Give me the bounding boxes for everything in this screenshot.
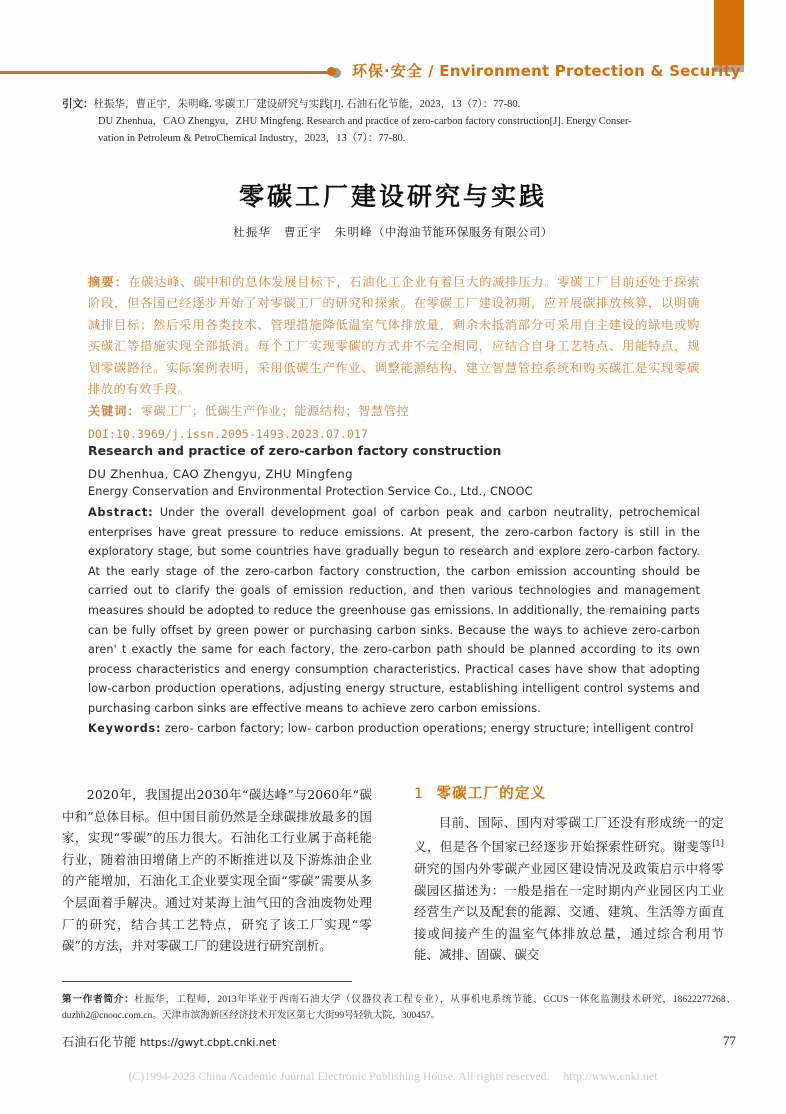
article-affiliation-en: Energy Conservation and Environmental Protection Service Co., Ltd., CNOOC: [88, 485, 533, 498]
page-footer: [62, 1033, 736, 1053]
abstract-cn: [88, 272, 700, 400]
keywords-cn-label: 关键词：: [88, 404, 141, 419]
section-header-title: [352, 60, 741, 81]
copyright-url: http://www.cnki.net: [563, 1070, 658, 1083]
reference-marker: [1]: [712, 839, 724, 849]
section-header-en: Environment Protection & Security: [439, 62, 741, 80]
section-header-separator: /: [428, 62, 434, 80]
body-columns: [62, 784, 734, 966]
section-header: [0, 60, 786, 90]
body-paragraph-definition-b: 研究的国内外零碳产业园区建设情况及政策启示中将零碳园区描述为：一般是指在一定时期内产业园区内工业经营生产以及配套的能源、交通、建筑、生活等方面直接或间接产生的温室气体排放总量，通过综合利用节能、减排、固碳、碳交: [414, 860, 724, 963]
header-rule: [0, 71, 334, 74]
header-dot-icon: [327, 67, 336, 76]
journal-name-cn: 石油石化节能: [62, 1035, 137, 1049]
section-header-cn: 环保·安全: [352, 62, 423, 80]
abstract-en-label: Abstract:: [88, 506, 154, 519]
abstract-en-text: Under the overall development goal of carbon peak and carbon neutrality, petrochemical enterprises have great pressure to reduce emissions. At present, the zero-carbon factory is still in the exploratory stage, but some countries have gradually begun to research and explore zero-carbon factory. At the early stage of the zero-carbon factory construction, the carbon emission accounting should be carried out to clarify the goals of emission reduction, and then various technologies and management measures should be adopted to reduce the greenhouse gas emissions. In additionally, the remaining parts can be fully offset by green power or purchasing carbon sinks. Because the ways to achieve zero-carbon aren' t exactly the same for each factory, the zero-carbon path should be planned according to its own process characteristics and energy consumption characteristics. Practical cases have show that adopting low-carbon production operations, adjusting energy structure, establishing intelligent control systems and purchasing carbon sinks are effective means to achieve zero carbon emissions.: [88, 506, 700, 715]
section-heading-1: [414, 784, 724, 806]
article-authors-cn: [0, 224, 786, 240]
copyright-text: (C)1994-2023 China Academic Journal Electronic Publishing House. All rights reserved.: [128, 1070, 550, 1083]
body-column-right: [414, 784, 724, 966]
footnote-text: 杜振华，工程师，2013年毕业于西南石油大学（仪器仪表工程专业），从事机电系统节能、CCUS一体化监测技术研究，18622277268、duzhh2@cnooc.com.cn。天津市滨海新区经济技术开发区第七大街99号轻轨大院，300457。: [62, 994, 736, 1021]
authors-affiliation-cn: （中海油节能环保服务有限公司）: [372, 227, 553, 239]
citation-label: 引文：: [62, 99, 94, 110]
article-title-cn: 零碳工厂建设研究与实践: [238, 182, 547, 211]
abstract-cn-label: 摘要：: [88, 275, 129, 289]
english-block: [88, 443, 700, 738]
citation-line-cn: [62, 96, 734, 113]
section-heading-title: 零碳工厂的定义: [436, 786, 547, 802]
abstract-cn-block: [88, 272, 700, 445]
page-number: 77: [723, 1033, 736, 1048]
keywords-cn: [88, 401, 700, 422]
journal-footer: [62, 1033, 276, 1050]
citation-line-en-2: vation in Petroleum & PetroChemical Industry，2023，13（7）：77-80.: [98, 133, 406, 144]
keywords-en-label: Keywords:: [88, 721, 162, 735]
article-title-en: Research and practice of zero-carbon factory construction: [88, 443, 502, 458]
citation-text-cn: 杜振华，曹正宇，朱明峰. 零碳工厂建设研究与实践[J]. 石油石化节能，2023，13（7）：77-80.: [93, 99, 521, 110]
citation-block: [62, 96, 734, 147]
body-paragraph-definition-a: 目前、国际、国内对零碳工厂还没有形成统一的定义，但是各个国家已经逐步开始探索性研究。谢斐等: [414, 814, 724, 855]
corner-accent-bar: [714, 0, 744, 65]
body-paragraph-intro: 2020年，我国提出2030年“碳达峰”与2060年“碳中和”总体目标。但中国目前仍然是全球碳排放最多的国家，实现“零碳”的压力很大。石油化工行业属于高耗能行业，随着油田增储上产的不断推进以及下游炼油企业的产能增加，石油化工企业要实现全面“零碳”需要从多个层面着手解决。通过对某海上油气田的含油废物处理厂的研究，结合其工艺特点，研究了该工厂实现“零碳”的方法，并对零碳工厂的建设进行研究剖析。: [62, 787, 372, 954]
body-paragraph-definition: [414, 812, 724, 966]
keywords-en-text: zero- carbon factory; low- carbon production operations; energy structure; intelligent control: [161, 721, 694, 735]
section-heading-number: 1: [414, 786, 425, 802]
keywords-cn-text: 零碳工厂；低碳生产作业；能源结构；智慧管控: [140, 404, 410, 419]
doi-text: DOI:10.3969/j.issn.2095-1493.2023.07.017: [88, 427, 369, 441]
article-authors-en: DU Zhenhua, CAO Zhengyu, ZHU Mingfeng: [88, 467, 353, 481]
citation-line-en-1: DU Zhenhua，CAO Zhengyu，ZHU Mingfeng. Research and practice of zero-carbon factory construction[J]. Energy Conser-: [98, 116, 632, 127]
footnote-block: [62, 992, 736, 1024]
footnote-label: 第一作者简介：: [62, 994, 135, 1005]
body-column-left: [62, 784, 372, 957]
footnote-divider: [62, 981, 352, 982]
copyright-watermark: [0, 1070, 786, 1083]
abstract-en: [88, 503, 700, 719]
abstract-cn-text: 在碳达峰、碳中和的总体发展目标下，石油化工企业有着巨大的减排压力。零碳工厂目前还处于探索阶段，但各国已经逐步开始了对零碳工厂的研究和探索。在零碳工厂建设初期，应开展碳排放核算，以明确减排目标；然后采用各类技术、管理措施降低温室气体排放量，剩余未抵消部分可采用自主建设的绿电或购买碳汇等措施实现全部抵消。每个工厂实现零碳的方式并不完全相同，应结合自身工艺特点、用能特点，规划零碳路径。实际案例表明，采用低碳生产作业、调整能源结构、建立智慧管控系统和购买碳汇是实现零碳排放的有效手段。: [88, 275, 700, 397]
keywords-en: [88, 719, 700, 739]
authors-names-cn: 杜振华 曹正宇 朱明峰: [233, 227, 373, 239]
journal-url[interactable]: https://gwyt.cbpt.cnki.net: [139, 1037, 277, 1049]
